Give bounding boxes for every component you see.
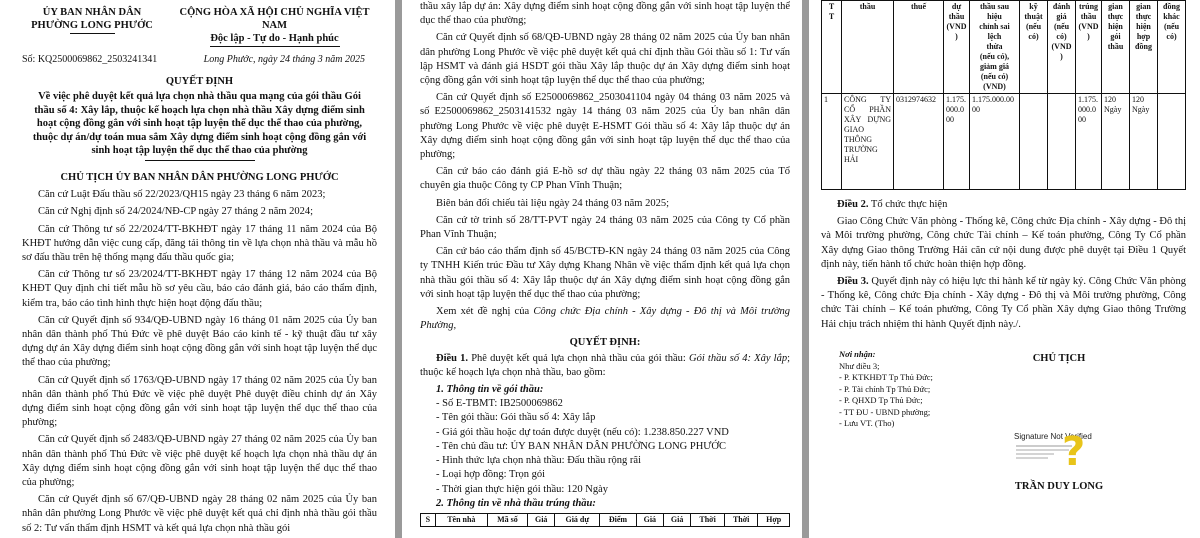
nation-line-2: Độc lập - Tự do - Hạnh phúc	[210, 33, 339, 44]
legal-basis: Căn cứ Quyết định số 2483/QĐ-UBND ngày 27 tháng 02 năm 2025 của Ủy ban nhân dân thành phố Thủ Đức về việc phê duyệt kế hoạch lựa chọn nhà thầu dự án Xây dựng điểm sinh hoạt cộng đồng gắn với sinh hoạt tập luyện thể dục thể thao của phường;	[22, 434, 377, 488]
recipient-item: - P. KTKHĐT Tp Thủ Đức;	[839, 372, 933, 382]
document-number: Số: KQ2500069862_2503241341	[22, 54, 158, 65]
table-header-cell: Giá	[636, 513, 663, 526]
recipient-item: Như điều 3;	[839, 360, 880, 371]
recipient-item: - TT ĐU - UBND phường;	[839, 406, 931, 417]
legal-basis: Căn cứ Thông tư số 22/2024/TT-BKHĐT ngày 17 tháng 11 năm 2024 của Bộ KHĐT hướng dẫn việc cung cấp, đăng tải thông tin về lựa chọn nhà thầu và mẫu hồ sơ đấu thầu trên hệ thống mạng đấu thầu quốc gia;	[22, 223, 377, 263]
consideration-proposer: Công chức Địa chính - Xây dựng - Đô thị và Môi trường Phường,	[420, 306, 791, 332]
document-subject: Về việc phê duyệt kết quả lựa chọn nhà thầu qua mạng của gói thầu Gói thầu số 4: Xây lắp, thuộc kế hoạch lựa chọn nhà thầu Xây dựng điểm sinh hoạt cộng đồng gắn với sinh hoạt tập luyện thể dục thể thao của phường, thuộc dự án/dự toán mua sắm Xây dựng điểm sinh hoạt cộng đồng gắn với sinh hoạt tập luyện thể dục thể thao của phường	[32, 91, 367, 157]
article-1-text: Phê duyệt kết quả lựa chọn nhà thầu của gói thầu:	[468, 352, 690, 364]
table-header-cell: Thời	[691, 513, 725, 526]
package-info-item: - Số E-TBMT: IB2500069862	[436, 398, 563, 410]
section-winner-info: 2. Thông tin về nhà thầu trúng thầu:	[436, 497, 596, 509]
article-1-label: Điều 1.	[436, 352, 469, 364]
legal-basis: Căn cứ Quyết định số 68/QĐ-UBND ngày 28 tháng 02 năm 2025 của Ủy ban nhân dân phường Long Phước về việc phê duyệt kết quả chỉ định thầu Gói thầu số 1: Tư vấn lập HSMT và đánh giá HSDT gói thầu Xây lắp thuộc dự án Xây dựng điểm sinh hoạt cộng đồng gắn với sinh hoạt tập luyện thể dục thể thao của phường;	[420, 32, 790, 87]
legal-basis: Căn cứ Quyết định số 934/QĐ-UBND ngày 16 tháng 01 năm 2025 của Ủy ban nhân dân thành phố Thủ Đức về phê duyệt Báo cáo kinh tế - kỹ thuật đầu tư xây dựng dự án Xây dựng điểm sinh hoạt cộng đồng gắn với sinh hoạt tập luyện thể dục thể thao của phường;	[22, 314, 377, 369]
table-cell: 1.175.000.0000	[970, 94, 1020, 190]
package-info-item: - Thời gian thực hiện gói thầu: 120 Ngày	[436, 483, 609, 495]
legal-basis: thầu xây lắp dự án: Xây dựng điểm sinh hoạt cộng đồng gắn với sinh hoạt tập luyện thể dục thể thao của phường;	[420, 1, 790, 27]
table-cell: 120 Ngày	[1130, 94, 1158, 190]
document-page-3	[809, 0, 1200, 538]
agency-underline	[70, 33, 115, 34]
legal-basis: Biên bản đối chiếu tài liệu ngày 24 tháng 03 năm 2025;	[436, 197, 669, 209]
table-cell	[1020, 94, 1048, 190]
article-2-body: Giao Công Chức Văn phòng - Thống kê, Công chức Địa chính - Xây dựng - Đô thị và Môi trường phường, Công chức Tài chính – Kế toán phường, Công Ty Cổ phần Xây dựng Giao thông Trường Hải căn cứ nội dung được phê duyệt tại Điều 1 Quyết định này, tiến hành tổ chức hoàn thiện hợp đồng.	[821, 216, 1186, 270]
agency-line-1: ỦY BAN NHÂN DÂN	[42, 7, 142, 18]
legal-basis: Căn cứ báo cáo thẩm định số 45/BCTĐ-KN ngày 24 tháng 03 năm 2025 của Công ty TNHH Kiến trúc Đầu tư Xây dựng Khang Nhân về việc thẩm định kết quả lựa chọn nhà thầu gói thầu số 4: Xây lắp thuộc dự án Xây dựng điểm sinh hoạt cộng đồng gắn với sinh hoạt tập luyện thể dục thể thao của phường;	[420, 246, 790, 300]
subject-divider	[145, 160, 255, 161]
signer-title: CHỦ TỊCH	[1032, 353, 1086, 364]
article-3-label: Điều 3.	[837, 276, 869, 288]
document-page-2	[402, 0, 802, 538]
table-header-cell: thầu	[842, 1, 894, 94]
legal-basis: Căn cứ Quyết định số E2500069862_2503041104 ngày 04 tháng 03 năm 2025 và số E2500069862_2503141532 ngày 14 tháng 03 năm 2025 của Ủy ban nhân dân phường Long Phước về việc phê duyệt E-HSMT Gói thầu số 4: Xây lắp thuộc dự án Xây dựng điểm sinh hoạt cộng đồng gắn với sinh hoạt tập luyện thể dục thể thao của phường;	[420, 92, 790, 161]
table-header-cell: gian thực hiện hợp đồng	[1130, 1, 1158, 94]
table-header-cell: đánh giá (nếu có) (VND )	[1048, 1, 1076, 94]
table-cell: 120 Ngày	[1102, 94, 1130, 190]
legal-basis: Căn cứ Luật Đấu thầu số 22/2023/QH15 ngày 23 tháng 6 năm 2023;	[38, 189, 326, 201]
document-header	[22, 6, 377, 47]
table-cell	[1158, 94, 1186, 190]
table-header-cell: Điểm	[600, 513, 636, 526]
table-header-cell: thuế	[894, 1, 944, 94]
package-info-item: - Tên gói thầu: Gói thầu số 4: Xây lắp	[436, 412, 596, 424]
nation-block	[172, 6, 377, 47]
table-header-cell: dự thầu (VND )	[944, 1, 970, 94]
table-header-cell: trúng thầu (VND )	[1076, 1, 1102, 94]
table-header-cell: Giá dự	[555, 513, 600, 526]
place-date: Long Phước, ngày 24 tháng 3 năm 2025	[203, 54, 365, 65]
signer-name: TRẦN DUY LONG	[1014, 481, 1104, 492]
table-header-cell: Tên nhà	[435, 513, 487, 526]
document-title: QUYẾT ĐỊNH	[165, 76, 234, 88]
article-1-package: Gói thầu số 4: Xây lắp	[689, 352, 788, 364]
table-cell: 1	[822, 94, 842, 190]
article-3-body: Quyết định này có hiệu lực thi hành kể từ ngày ký. Công Chức Văn phòng - Thống kê, Công chức Địa chính - Xây dựng - Đô thị và Môi trường phường, Công chức Tài chính – Kế toán phường, Công Ty Cổ phần Xây dựng Giao thông Trường Hải chịu trách nhiệm thi hành Quyết định này./.	[821, 276, 1186, 330]
table-cell: CÔNG TY CỔ PHẦN XÂY DỰNG GIAO THÔNG TRƯỜNG HẢI	[842, 94, 894, 190]
table-header-row	[822, 1, 1186, 94]
signature-status: Signature Not Verified	[1014, 432, 1092, 441]
table-cell: 0312974632	[894, 94, 944, 190]
recipient-item: - Lưu VT. (Tho)	[839, 418, 895, 428]
section-package-info: 1. Thông tin về gói thầu:	[436, 384, 544, 396]
article-2-title: Tổ chức thực hiện	[868, 199, 948, 210]
table-cell: 1.175.000.000	[944, 94, 970, 190]
recipient-item: - P. QHXD Tp Thủ Đức;	[839, 395, 923, 405]
table-header-cell: T T	[822, 1, 842, 94]
article-3	[821, 275, 1186, 332]
legal-basis: Căn cứ tờ trình số 28/TT-PVT ngày 24 tháng 03 năm 2025 của Công ty Cổ phần Phan Vĩnh Thuận;	[420, 214, 790, 241]
nation-underline	[210, 46, 340, 47]
recipients-title: Nơi nhận:	[839, 349, 876, 359]
package-info-item: - Loại hợp đồng: Trọn gói	[436, 469, 546, 481]
nation-line-1: CỘNG HÒA XÃ HỘI CHỦ NGHĨA VIỆT NAM	[179, 7, 370, 31]
recipients-block	[839, 349, 933, 430]
table-header-cell: Hợp	[758, 513, 790, 526]
package-info-item: - Hình thức lựa chọn nhà thầu: Đấu thầu rộng rãi	[436, 455, 641, 467]
decision-heading: QUYẾT ĐỊNH:	[569, 337, 641, 349]
table-cell	[1048, 94, 1076, 190]
table-row	[822, 94, 1186, 190]
article-2-heading	[821, 198, 1186, 212]
table-cell: 1.175.000.000	[1076, 94, 1102, 190]
legal-basis: Căn cứ Nghị định số 24/2024/NĐ-CP ngày 27 tháng 2 năm 2024;	[38, 206, 314, 218]
issuer-title: CHỦ TỊCH ỦY BAN NHÂN DÂN PHƯỜNG LONG PHƯỚC	[60, 171, 339, 183]
legal-basis: Căn cứ Thông tư số 23/2024/TT-BKHĐT ngày 17 tháng 12 năm 2024 của Bộ KHĐT Quy định chi tiết mẫu hồ sơ yêu cầu, báo cáo đánh giá, báo cáo thẩm định, kiểm tra, báo cáo tình hình thực hiện hoạt động đấu thầu;	[22, 269, 377, 309]
table-header-cell: kỹ thuật (nếu có)	[1020, 1, 1048, 94]
article-1-tail: ; thuộc kế hoạch lựa chọn nhà thầu, bao gồm:	[420, 352, 791, 378]
agency-line-2: PHƯỜNG LONG PHƯỚC	[31, 20, 153, 31]
table-header-cell: Thời	[724, 513, 758, 526]
table-header-cell: gian thực hiện gói thầu	[1102, 1, 1130, 94]
legal-basis: Căn cứ Quyết định số 1763/QĐ-UBND ngày 17 tháng 02 năm 2025 của Ủy ban nhân dân thành phố Thủ Đức về việc phê duyệt Phê duyệt điều chỉnh dự án Xây dựng điểm sinh hoạt cộng đồng gắn với sinh hoạt tập luyện thể dục thể thao của phường;	[22, 374, 377, 429]
table-header-cell: S	[421, 513, 436, 526]
article-1	[420, 352, 790, 380]
table-header-cell: đồng khác (nếu có)	[1158, 1, 1186, 94]
agency-block	[22, 6, 162, 47]
table-header-cell: Giá	[663, 513, 690, 526]
table-header-cell: thầu sau hiệu chỉnh sai lệch thừa (nếu có), giảm giá (nếu có) (VND)	[970, 1, 1020, 94]
package-info-item: - Giá gói thầu hoặc dự toán được duyệt (nếu có): 1.238.850.227 VND	[436, 426, 729, 438]
document-meta	[22, 53, 377, 67]
article-2-label: Điều 2.	[837, 199, 869, 210]
legal-basis: Căn cứ Quyết định số 67/QĐ-UBND ngày 28 tháng 02 năm 2025 của Ủy ban nhân dân phường Long Phước về việc phê duyệt kết quả chỉ định nhà thầu gói thầu số 2: Tư vấn thẩm định HSMT và kết quả lựa chọn nhà thầu gói	[22, 494, 377, 534]
document-page-1	[0, 0, 395, 538]
consideration-lead: Xem xét đề nghị của	[436, 306, 534, 318]
legal-basis: Căn cứ báo cáo đánh giá E-hồ sơ dự thầu ngày 22 tháng 03 năm 2025 của Tổ chuyên gia thuộc Công ty CP Phan Vĩnh Thuận;	[420, 166, 790, 192]
winner-table-header	[420, 513, 790, 527]
winner-table	[821, 0, 1186, 190]
table-header-cell: Giá	[528, 513, 555, 526]
table-header-cell: Mã số	[487, 513, 527, 526]
question-mark-icon: ?	[1062, 429, 1086, 475]
recipient-item: - P. Tài chính Tp Thủ Đức;	[839, 383, 931, 394]
consideration	[420, 305, 790, 333]
package-info-item: - Tên chủ đầu tư: ỦY BAN NHÂN DÂN PHƯỜNG LONG PHƯỚC	[436, 440, 727, 452]
